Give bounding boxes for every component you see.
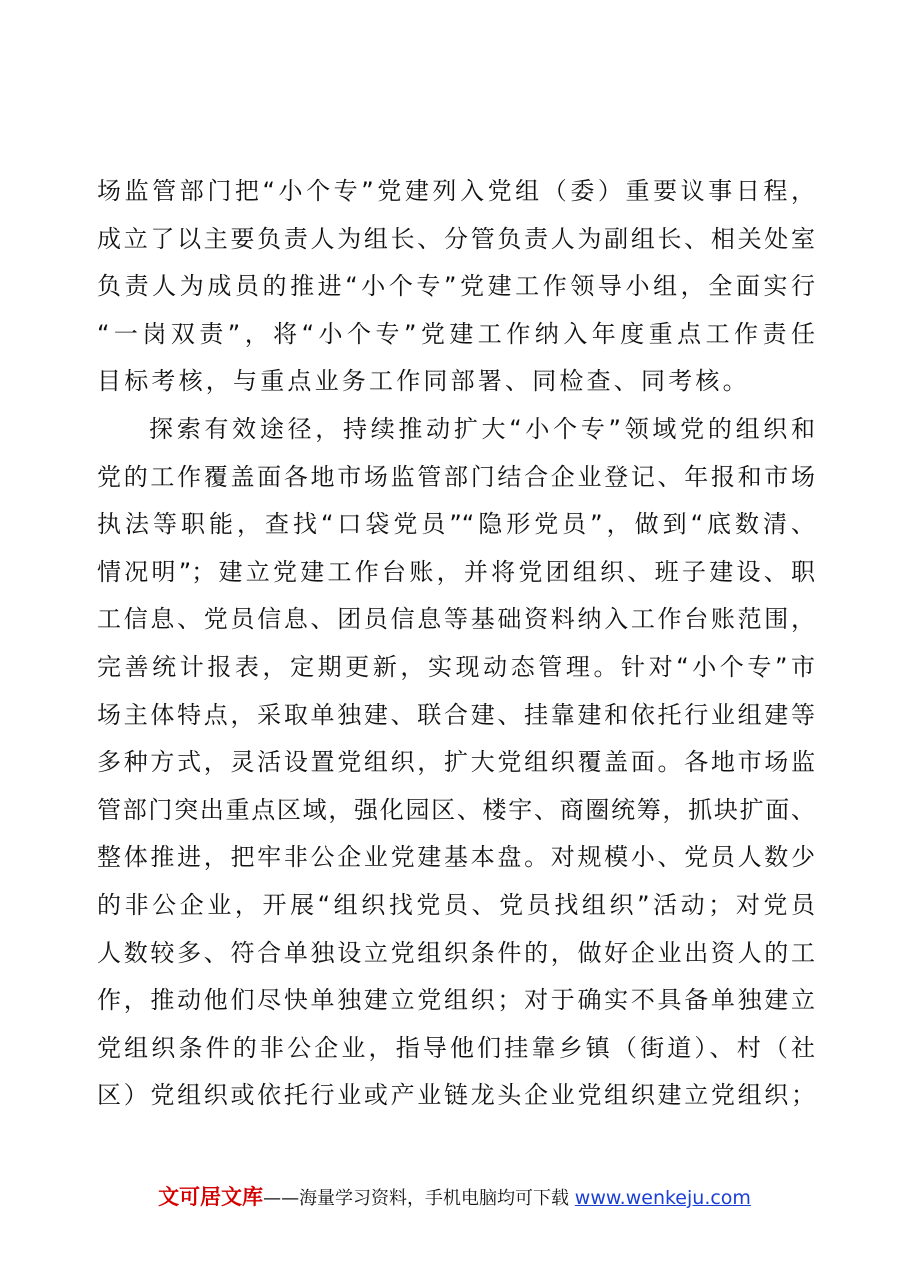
- text-line: 区）党组织或依托行业或产业链龙头企业党组织建立党组织；: [97, 1081, 815, 1110]
- text-line: 党的工作覆盖面各地市场监管部门结合企业登记、年报和市场: [97, 462, 815, 491]
- text-line: 工信息、党员信息、团员信息等基础资料纳入工作台账范围，: [97, 605, 815, 634]
- paragraph-first-line: 探索有效途径，持续推动扩大“小个专”领域党的组织和: [149, 414, 815, 443]
- text-line: 成立了以主要负责人为组长、分管负责人为副组长、相关处室: [97, 224, 815, 253]
- text-line: 整体推进，把牢非公企业党建基本盘。对规模小、党员人数少: [97, 843, 815, 872]
- footer-banner: [0, 1184, 909, 1212]
- text-line: 作，推动他们尽快单独建立党组织；对于确实不具备单独建立: [97, 986, 815, 1015]
- text-line: 管部门突出重点区域，强化园区、楼宇、商圈统筹，抓块扩面、: [97, 795, 815, 824]
- text-line: 负责人为成员的推进“小个专”党建工作领导小组，全面实行: [97, 272, 815, 301]
- text-line: 场主体特点，采取单独建、联合建、挂靠建和依托行业组建等: [97, 700, 815, 729]
- text-line: 完善统计报表，定期更新，实现动态管理。针对“小个专”市: [97, 652, 815, 681]
- text-line: 人数较多、符合单独设立党组织条件的，做好企业出资人的工: [97, 938, 815, 967]
- footer-site-link[interactable]: www.wenkeju.com: [574, 1187, 751, 1209]
- text-line: 多种方式，灵活设置党组织，扩大党组织覆盖面。各地市场监: [97, 748, 815, 777]
- text-line: 目标考核，与重点业务工作同部署、同检查、同考核。: [97, 367, 750, 396]
- text-line: 执法等职能，查找“口袋党员”“隐形党员”，做到“底数清、: [97, 510, 815, 539]
- text-line: 的非公企业，开展“组织找党员、党员找组织”活动；对党员: [97, 890, 815, 919]
- text-line: “一岗双责”，将“小个专”党建工作纳入年度重点工作责任: [97, 319, 815, 348]
- text-line: 场监管部门把“小个专”党建列入党组（委）重要议事日程，: [97, 177, 815, 205]
- text-line: 党组织条件的非公企业，指导他们挂靠乡镇（街道）、村（社: [97, 1033, 815, 1062]
- footer-brand: 文可居文库: [158, 1185, 264, 1209]
- document-body: [97, 168, 815, 1120]
- footer-tagline: ——海量学习资料，手机电脑均可下载: [263, 1188, 570, 1209]
- text-line: 情况明”；建立党建工作台账，并将党团组织、班子建设、职: [97, 557, 815, 586]
